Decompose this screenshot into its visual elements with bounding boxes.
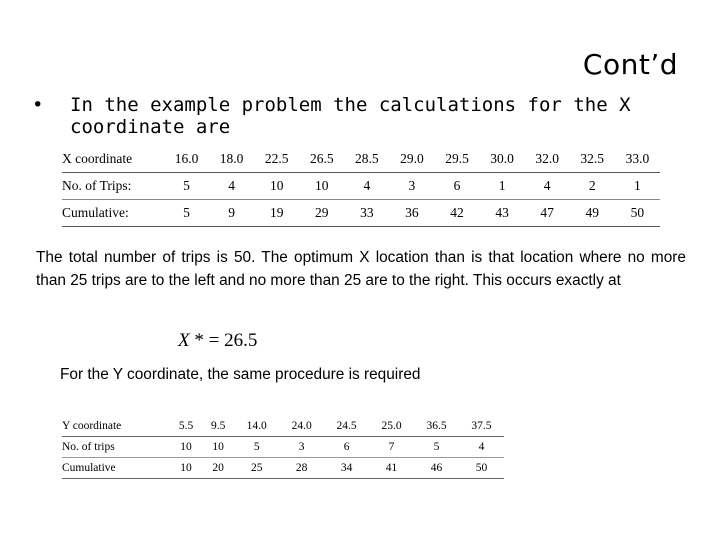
table-cell: 4 <box>209 173 254 200</box>
table-row <box>62 458 504 479</box>
table-cell: 25 <box>234 458 279 479</box>
slide-title: Cont’d <box>582 48 678 81</box>
table-cell: 20 <box>202 458 234 479</box>
table-cell: 10 <box>170 458 202 479</box>
table-cell: 32.0 <box>525 146 570 173</box>
table-cell: 36 <box>389 200 434 227</box>
table-cell: 29.5 <box>434 146 479 173</box>
table-cell: 50 <box>615 200 660 227</box>
table-cell: 24.0 <box>279 416 324 437</box>
row-label: Cumulative: <box>62 200 164 227</box>
table-row <box>62 416 504 437</box>
table-cell: 9.5 <box>202 416 234 437</box>
table-cell: 4 <box>344 173 389 200</box>
table-cell: 16.0 <box>164 146 209 173</box>
table-cell: 3 <box>279 437 324 458</box>
table-cell: 24.5 <box>324 416 369 437</box>
table-cell: 32.5 <box>570 146 615 173</box>
row-label: No. of trips <box>62 437 170 458</box>
table-cell: 29 <box>299 200 344 227</box>
optimum-x-equation <box>178 330 257 352</box>
table-cell: 41 <box>369 458 414 479</box>
table-row <box>62 173 660 200</box>
table-cell: 10 <box>299 173 344 200</box>
x-coordinate-table <box>62 146 660 227</box>
equation-value: * = 26.5 <box>189 330 258 351</box>
table-cell: 6 <box>434 173 479 200</box>
table-cell: 26.5 <box>299 146 344 173</box>
table-cell: 3 <box>389 173 434 200</box>
table-cell: 50 <box>459 458 504 479</box>
table-cell: 19 <box>254 200 299 227</box>
table-cell: 10 <box>254 173 299 200</box>
row-label: Y coordinate <box>62 416 170 437</box>
bullet-marker: • <box>32 94 44 116</box>
table-cell: 5 <box>414 437 459 458</box>
table-cell: 33 <box>344 200 389 227</box>
table-cell: 7 <box>369 437 414 458</box>
table-cell: 1 <box>480 173 525 200</box>
table-cell: 49 <box>570 200 615 227</box>
table-cell: 5 <box>234 437 279 458</box>
table-cell: 22.5 <box>254 146 299 173</box>
table-cell: 28.5 <box>344 146 389 173</box>
table-cell: 10 <box>202 437 234 458</box>
table-cell: 6 <box>324 437 369 458</box>
table-cell: 34 <box>324 458 369 479</box>
table-cell: 46 <box>414 458 459 479</box>
table-cell: 5 <box>164 200 209 227</box>
row-label: Cumulative <box>62 458 170 479</box>
table-cell: 5.5 <box>170 416 202 437</box>
table-cell: 14.0 <box>234 416 279 437</box>
table-cell: 47 <box>525 200 570 227</box>
table-cell: 33.0 <box>615 146 660 173</box>
table-cell: 2 <box>570 173 615 200</box>
table-row <box>62 146 660 173</box>
table-cell: 4 <box>459 437 504 458</box>
table-cell: 10 <box>170 437 202 458</box>
bullet-text: In the example problem the calculations for the X coordinate are <box>70 94 631 138</box>
table-row <box>62 437 504 458</box>
table-cell: 36.5 <box>414 416 459 437</box>
table-cell: 28 <box>279 458 324 479</box>
table-cell: 29.0 <box>389 146 434 173</box>
table-cell: 1 <box>615 173 660 200</box>
equation-variable: X <box>178 330 190 351</box>
table-cell: 4 <box>525 173 570 200</box>
table-cell: 43 <box>480 200 525 227</box>
table-cell: 18.0 <box>209 146 254 173</box>
table-cell: 42 <box>434 200 479 227</box>
table-cell: 5 <box>164 173 209 200</box>
bullet-point <box>32 94 692 138</box>
table-cell: 9 <box>209 200 254 227</box>
row-label: No. of Trips: <box>62 173 164 200</box>
table-cell: 37.5 <box>459 416 504 437</box>
y-coordinate-table <box>62 416 504 479</box>
row-label: X coordinate <box>62 146 164 173</box>
total-trips-paragraph: The total number of trips is 50. The optimum X location than is that location where no more than 25 trips are to the left and no more than 25 are to the right. This occurs exactly at <box>36 249 686 289</box>
table-cell: 30.0 <box>480 146 525 173</box>
y-coordinate-paragraph: For the Y coordinate, the same procedure is required <box>60 366 421 383</box>
table-row <box>62 200 660 227</box>
table-cell: 25.0 <box>369 416 414 437</box>
